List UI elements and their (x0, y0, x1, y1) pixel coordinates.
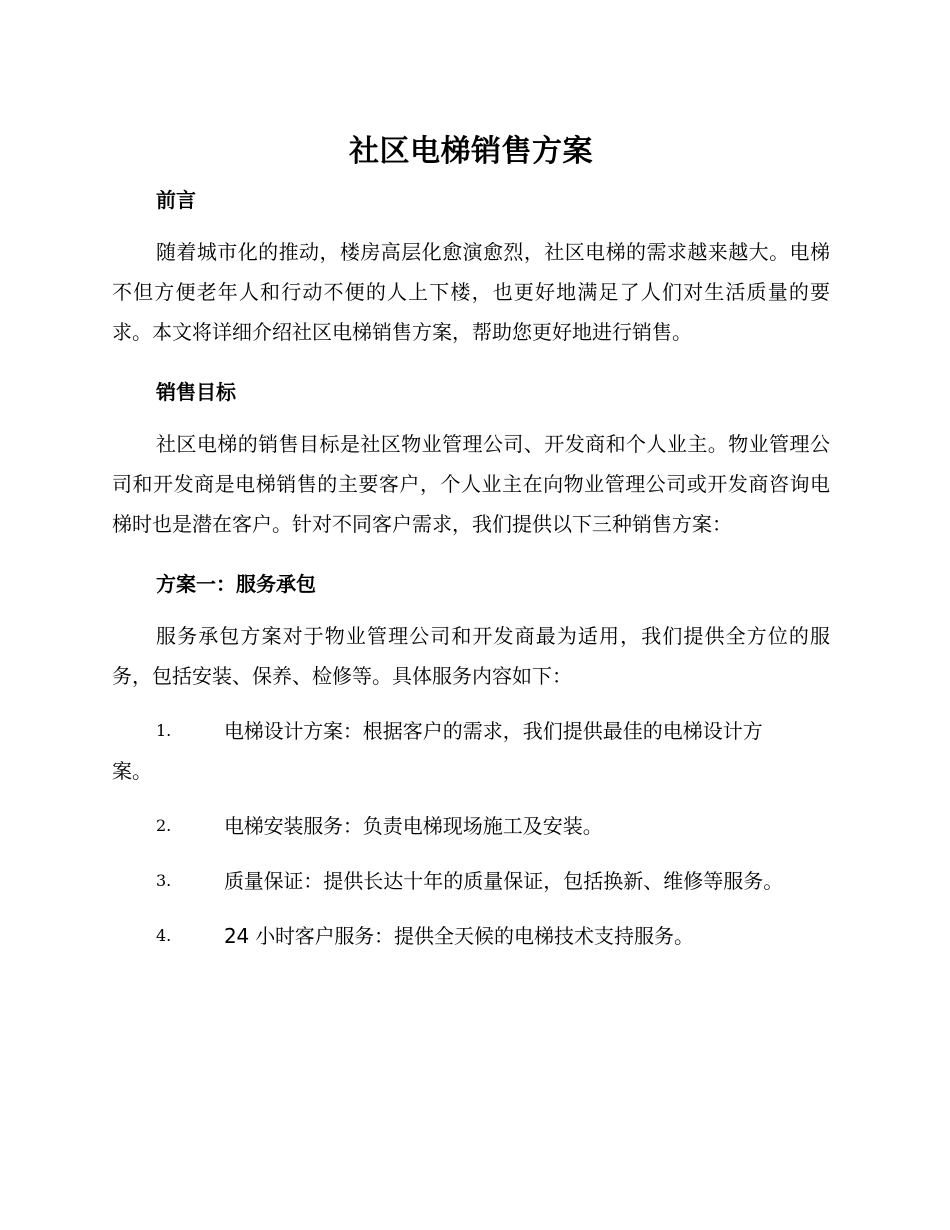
preface-paragraph: 随着城市化的推动，楼房高层化愈演愈烈，社区电梯的需求越来越大。电梯不但方便老年人和行动不便的人上下楼，也更好地满足了人们对生活质量的要求。本文将详细介绍社区电梯销售方案，帮助您更好地进行销售。 (112, 240, 830, 344)
service-list (112, 711, 830, 956)
list-item-term: 电梯安装服务 (224, 814, 343, 838)
section-heading-preface: 前言 (156, 188, 196, 212)
list-item-number: 4. (156, 926, 172, 945)
document-title: 社区电梯销售方案 (349, 134, 593, 169)
list-item-text-continuation: 案。 (112, 759, 152, 783)
document-body (112, 128, 830, 956)
list-item-text: ：提供全天候的电梯技术支持服务。 (374, 924, 695, 948)
list-item-number: 2. (156, 816, 172, 835)
section-heading-plan-one: 方案一：服务承包 (156, 572, 316, 596)
list-item (112, 806, 830, 846)
section-heading-sales-target: 销售目标 (156, 380, 236, 404)
list-item-text: ：提供长达十年的质量保证，包括换新、维修等服务。 (303, 869, 784, 893)
list-item-number: 1. (156, 721, 172, 740)
list-item-text: ：负责电梯现场施工及安装。 (342, 814, 603, 838)
list-item-term: 质量保证 (224, 869, 304, 893)
list-item (112, 861, 830, 901)
list-item-term: 24 小时客户服务 (224, 924, 375, 948)
list-item-term: 电梯设计方案 (224, 719, 343, 743)
list-item (112, 916, 830, 956)
list-item-text: ：根据客户的需求，我们提供最佳的电梯设计方 (342, 719, 763, 743)
sales-target-paragraph: 社区电梯的销售目标是社区物业管理公司、开发商和个人业主。物业管理公司和开发商是电梯销售的主要客户，个人业主在向物业管理公司或开发商咨询电梯时也是潜在客户。针对不同客户需求，我们提供以下三种销售方案： (112, 432, 830, 536)
plan-one-paragraph: 服务承包方案对于物业管理公司和开发商最为适用，我们提供全方位的服务，包括安装、保养、检修等。具体服务内容如下： (112, 624, 830, 688)
list-item-number: 3. (156, 871, 172, 890)
list-item (112, 711, 830, 791)
